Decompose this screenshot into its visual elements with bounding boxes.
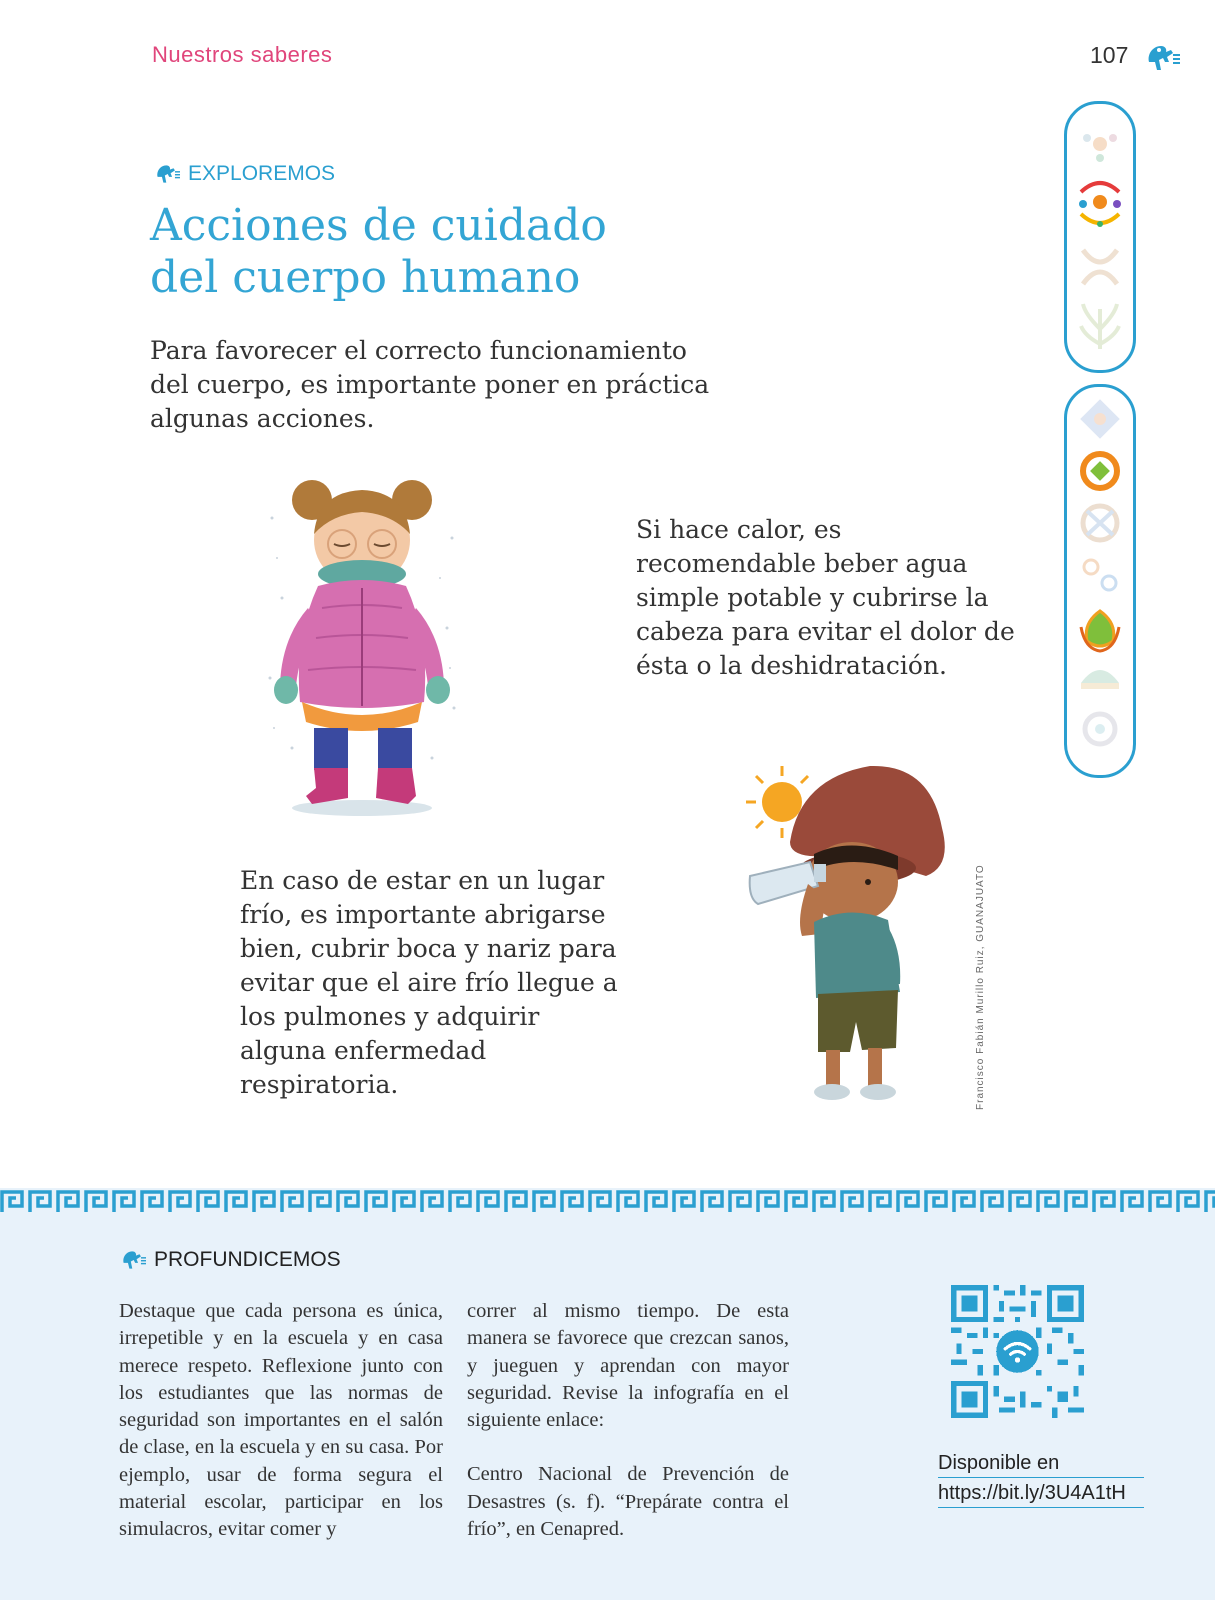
- field-icon-10: [1081, 670, 1119, 689]
- intro-paragraph: Para favorecer el correcto funcionamiento del cuerpo, es importante poner en práctica algunas acciones.: [150, 336, 710, 433]
- field-icon-11: [1085, 714, 1115, 744]
- field-icon-7: [1083, 506, 1117, 540]
- formative-fields-sidebar-bottom: [1064, 384, 1136, 778]
- cold-weather-text: En caso de estar en un lugar frío, es importante abrigarse bien, cubrir boca y nariz para evitar que el aire frío llegue a los pulmones y adquirir alguna enfermedad respiratoria.: [240, 866, 618, 1099]
- citation: Centro Nacional de Prevención de Desastres (s. f). “Prepárate contra el frío”, en Cenapred.: [467, 1463, 789, 1541]
- page-title: [150, 200, 750, 304]
- field-icon-3: [1083, 250, 1117, 284]
- hand-reading-icon: [152, 161, 182, 187]
- exploremos-label: [152, 161, 335, 187]
- available-label: Disponible en: [938, 1452, 1144, 1478]
- profundicemos-text: PROFUNDICEMOS: [154, 1248, 341, 1271]
- field-icon-9: [1081, 611, 1119, 651]
- title-line-1: Acciones de cuidado: [150, 200, 607, 251]
- resource-link[interactable]: https://bit.ly/3U4A1tH: [938, 1482, 1144, 1508]
- field-icon-5: [1080, 399, 1120, 439]
- profundicemos-column-2: [467, 1298, 789, 1543]
- hot-weather-text: Si hace calor, es recomendable beber agua simple potable y cubrirse la cabeza para evitar el dolor de ésta o la deshidratación.: [636, 515, 1015, 680]
- formative-fields-sidebar-top: [1064, 101, 1136, 373]
- illustration-credit: [975, 864, 995, 1110]
- field-icon-2: [1079, 183, 1121, 227]
- profundicemos-label: [118, 1247, 341, 1273]
- section-header: Nuestros saberes: [152, 42, 333, 67]
- credit-text: Francisco Fabián Murillo Ruiz, GUANAJUATO: [975, 864, 986, 1110]
- profundicemos-column-1: Destaque que cada persona es única, irrepetible y en la escuela y en casa merece respeto. Reflexione junto con los estudiantes que las normas de seguridad son importantes en el salón de clase, en la escuela y en su casa. Por ejemplo, usar de forma segura el material escolar, participar en los simulacros, evitar comer y: [119, 1300, 443, 1541]
- profundicemos-column-2-text: correr al mismo tiempo. De esta manera se favorece que crezcan sanos, y jueguen y aprendan con mayor seguridad. Revise la infografía en el siguiente enlace:: [467, 1300, 789, 1432]
- field-icon-4: [1081, 304, 1119, 349]
- page-number: 107: [1090, 42, 1129, 68]
- field-icon-1: [1083, 134, 1117, 162]
- hand-reading-icon: [118, 1247, 148, 1273]
- girl-winter-illustration: [262, 478, 462, 830]
- exploremos-text: EXPLOREMOS: [188, 162, 336, 185]
- qr-code[interactable]: [951, 1285, 1084, 1418]
- greca-border-pattern: [0, 1188, 1215, 1216]
- field-icon-8: [1084, 560, 1116, 590]
- boy-drinking-water-illustration: [730, 758, 956, 1116]
- title-line-2: del cuerpo humano: [150, 252, 581, 303]
- field-icon-6: [1083, 454, 1117, 488]
- hand-reading-icon: [1143, 40, 1181, 76]
